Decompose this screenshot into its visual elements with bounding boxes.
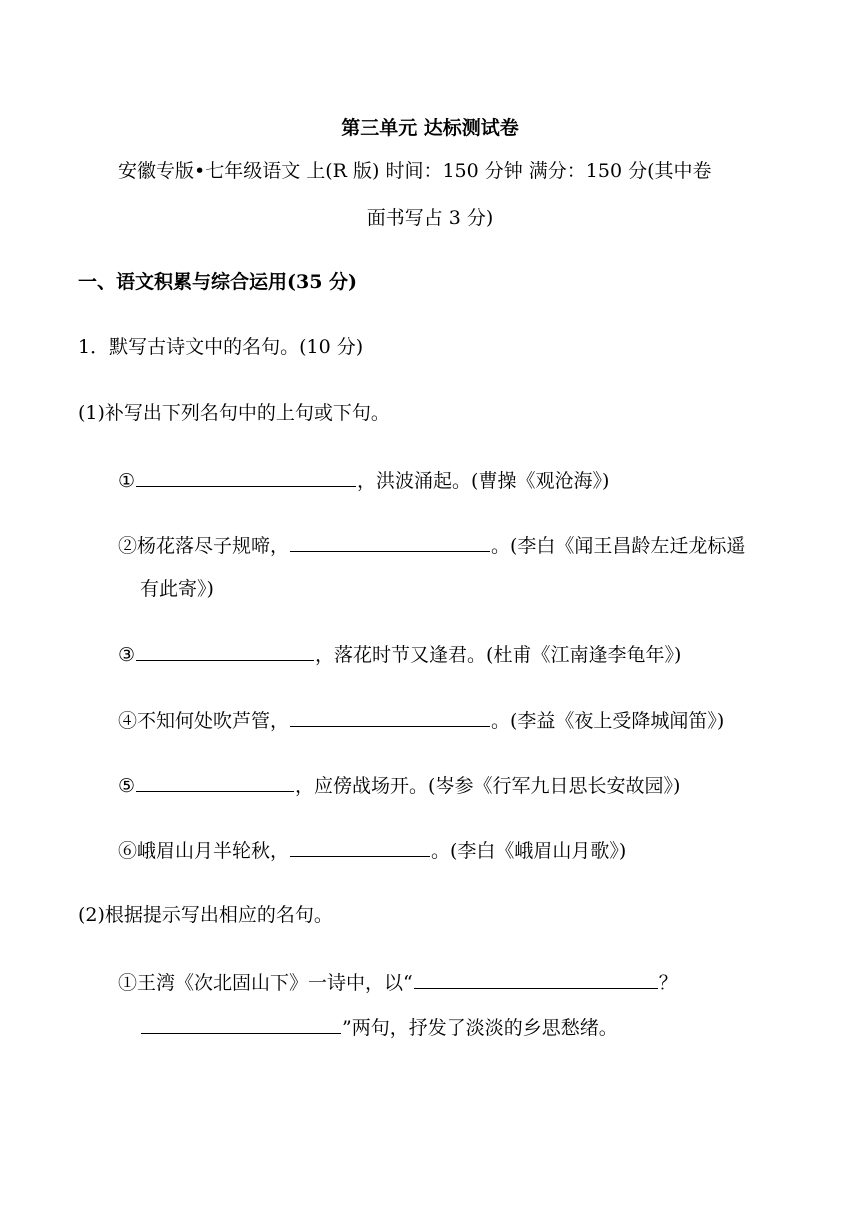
fill-item-suffix: ，应傍战场开。(岑参《行军九日思长安故园》) <box>295 775 681 797</box>
section-heading: 一、语文积累与综合运用(35 分) <box>78 271 358 293</box>
fill-item-prefix: ②杨花落尽子规啼， <box>118 535 290 557</box>
answer-blank[interactable] <box>136 773 294 792</box>
fill-item-suffix: ，落花时节又逢君。(杜甫《江南逢李龟年》) <box>315 644 682 666</box>
fill-item-3 <box>118 642 681 667</box>
fill-item-prefix: ①王湾《次北固山下》一诗中，以“ <box>118 972 413 994</box>
fill-item-prefix: ⑥峨眉山月半轮秋， <box>118 840 290 862</box>
fill-item-suffix: ”两句，抒发了淡淡的乡思愁绪。 <box>342 1017 618 1039</box>
part-2-item-1 <box>118 970 678 995</box>
fill-item-suffix: 。(李白《峨眉山月歌》) <box>431 840 627 862</box>
fill-item-2 <box>118 533 745 558</box>
answer-blank[interactable] <box>136 642 314 661</box>
part-2-instruction: (2)根据提示写出相应的名句。 <box>78 904 333 926</box>
fill-item-suffix: ？ <box>658 972 678 994</box>
part-1-instruction: (1)补写出下列名句中的上句或下句。 <box>78 402 390 424</box>
exam-title: 第三单元 达标测试卷 <box>341 117 519 139</box>
fill-item-prefix: ③ <box>118 644 136 666</box>
answer-blank[interactable] <box>290 708 490 727</box>
exam-meta-line-1: 安徽专版•七年级语文 上(R 版) 时间：150 分钟 满分：150 分(其中卷 <box>118 160 712 182</box>
fill-item-5 <box>118 773 680 798</box>
answer-blank[interactable] <box>414 970 658 989</box>
answer-blank[interactable] <box>290 533 490 552</box>
answer-blank[interactable] <box>141 1015 341 1034</box>
fill-item-prefix: ① <box>118 470 136 492</box>
fill-item-prefix: ⑤ <box>118 775 136 797</box>
question-1: 1．默写古诗文中的名句。(10 分) <box>78 336 364 358</box>
fill-item-prefix: ④不知何处吹芦管， <box>118 710 290 732</box>
fill-item-1 <box>118 468 609 493</box>
answer-blank[interactable] <box>290 838 430 857</box>
answer-blank[interactable] <box>136 468 356 487</box>
fill-item-4 <box>118 708 724 733</box>
fill-item-suffix: ，洪波涌起。(曹操《观沧海》) <box>357 470 610 492</box>
fill-item-6 <box>118 838 626 863</box>
part-2-item-1-continuation <box>140 1015 618 1040</box>
fill-item-suffix: 。(李白《闻王昌龄左迁龙标遥 <box>491 535 746 557</box>
exam-meta-line-2: 面书写占 3 分) <box>366 207 494 229</box>
fill-item-suffix: 。(李益《夜上受降城闻笛》) <box>491 710 725 732</box>
fill-item-2-continuation: 有此寄》) <box>140 578 214 600</box>
